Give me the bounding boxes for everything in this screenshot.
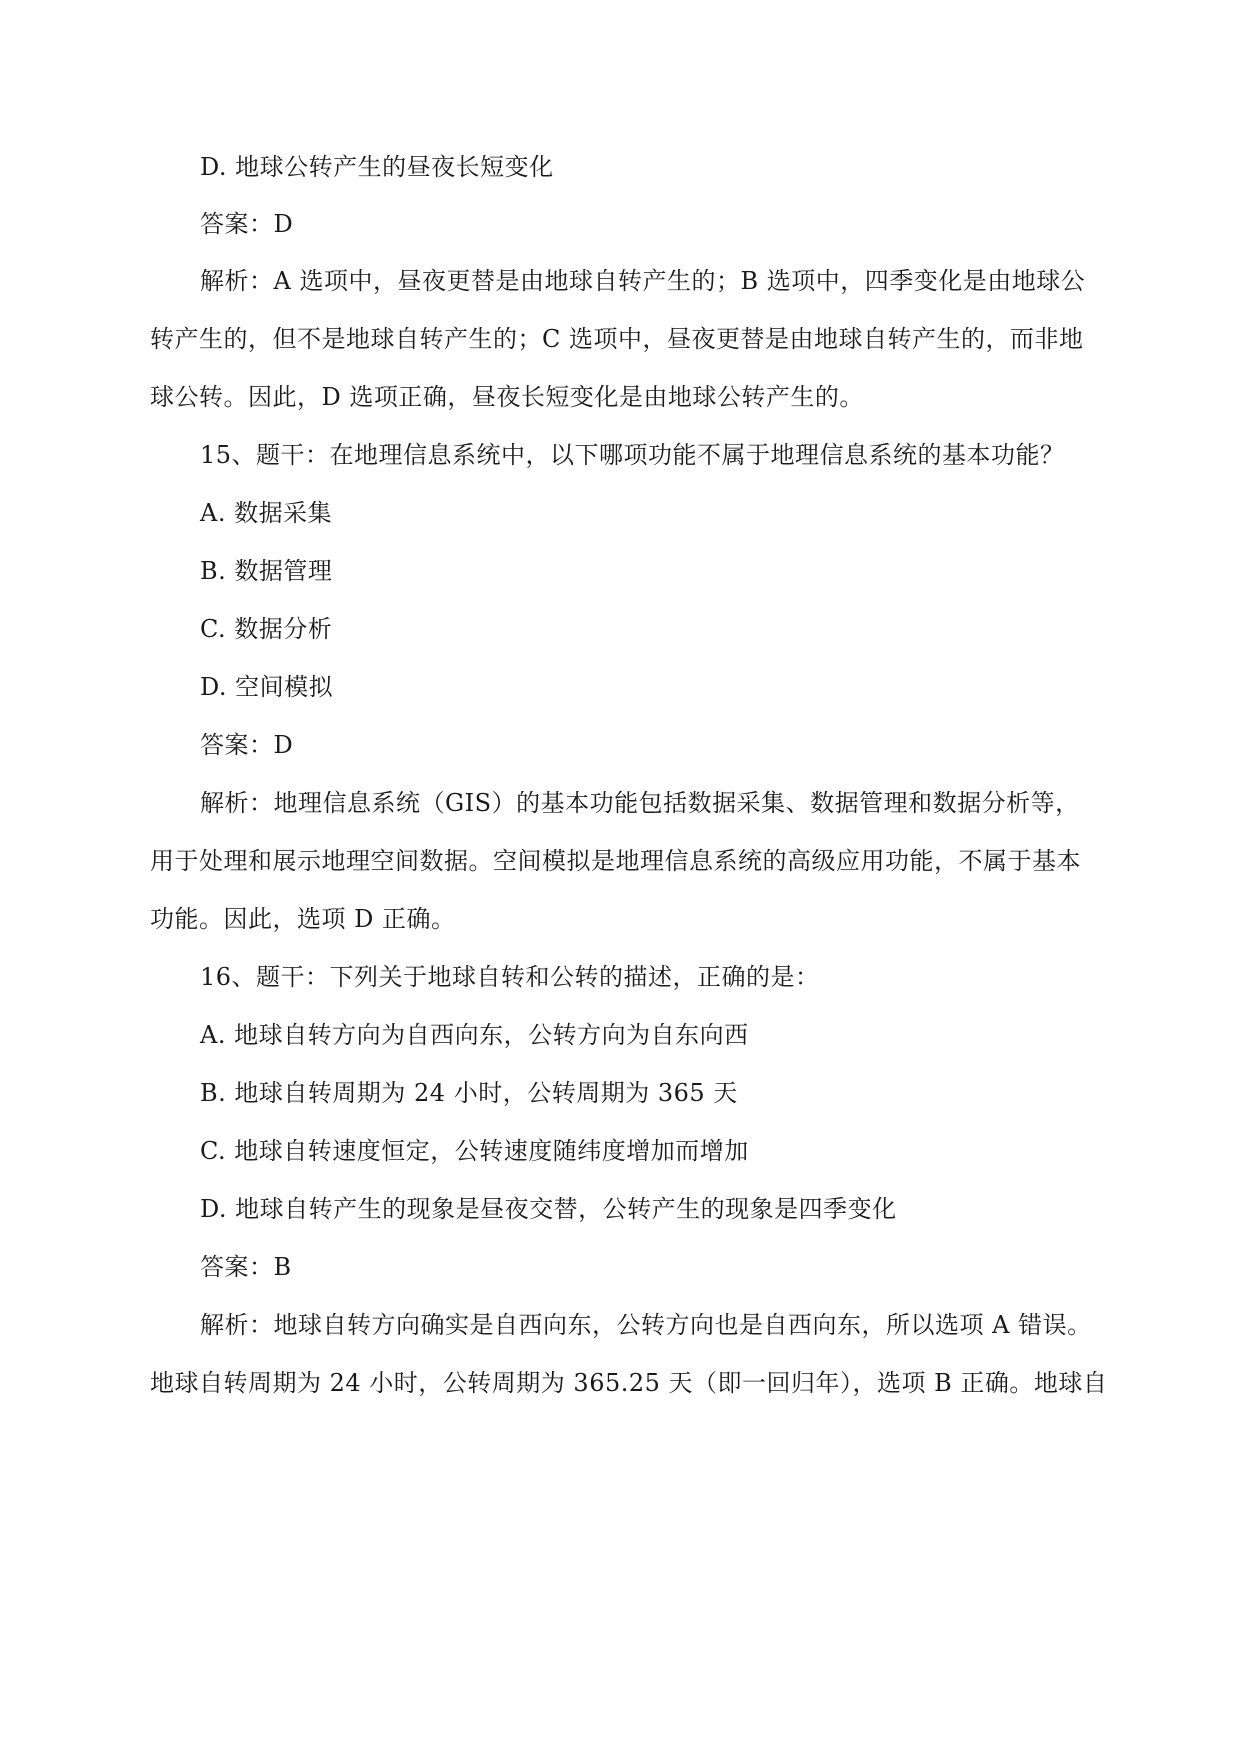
- q16-answer: 答案：B: [200, 1253, 292, 1281]
- q14-analysis-line-3: 球公转。因此，D 选项正确，昼夜长短变化是由地球公转产生的。: [150, 383, 864, 411]
- q16-option-a: A. 地球自转方向为自西向东，公转方向为自东向西: [200, 1021, 749, 1049]
- q16-stem: 16、题干：下列关于地球自转和公转的描述，正确的是：: [200, 963, 820, 991]
- q15-option-d: D. 空间模拟: [200, 673, 334, 701]
- q16-analysis-line-2: 地球自转周期为 24 小时，公转周期为 365.25 天（即一回归年），选项 B 正确。地球自: [150, 1369, 1108, 1397]
- q15-option-c: C. 数据分析: [200, 615, 333, 643]
- q14-analysis-line-1: 解析：A 选项中，昼夜更替是由地球自转产生的；B 选项中，四季变化是由地球公: [200, 267, 1086, 295]
- q15-option-a: A. 数据采集: [200, 499, 333, 527]
- q16-option-c: C. 地球自转速度恒定，公转速度随纬度增加而增加: [200, 1137, 749, 1165]
- q14-analysis-line-2: 转产生的，但不是地球自转产生的；C 选项中，昼夜更替是由地球自转产生的，而非地: [150, 325, 1084, 353]
- q15-analysis-line-3: 功能。因此，选项 D 正确。: [150, 905, 456, 933]
- q15-option-b: B. 数据管理: [200, 557, 333, 585]
- q15-answer: 答案：D: [200, 731, 294, 759]
- q16-option-d: D. 地球自转产生的现象是昼夜交替，公转产生的现象是四季变化: [200, 1195, 897, 1223]
- q15-analysis-line-2: 用于处理和展示地理空间数据。空间模拟是地理信息系统的高级应用功能，不属于基本: [150, 847, 1081, 875]
- q15-analysis-line-1: 解析：地理信息系统（GIS）的基本功能包括数据采集、数据管理和数据分析等，: [200, 789, 1080, 817]
- q15-stem: 15、题干：在地理信息系统中，以下哪项功能不属于地理信息系统的基本功能？: [200, 441, 1065, 469]
- q14-answer: 答案：D: [200, 210, 294, 238]
- q16-option-b: B. 地球自转周期为 24 小时，公转周期为 365 天: [200, 1079, 738, 1107]
- q14-option-d: D. 地球公转产生的昼夜长短变化: [200, 153, 554, 181]
- q16-analysis-line-1: 解析：地球自转方向确实是自西向东，公转方向也是自西向东，所以选项 A 错误。: [200, 1311, 1092, 1339]
